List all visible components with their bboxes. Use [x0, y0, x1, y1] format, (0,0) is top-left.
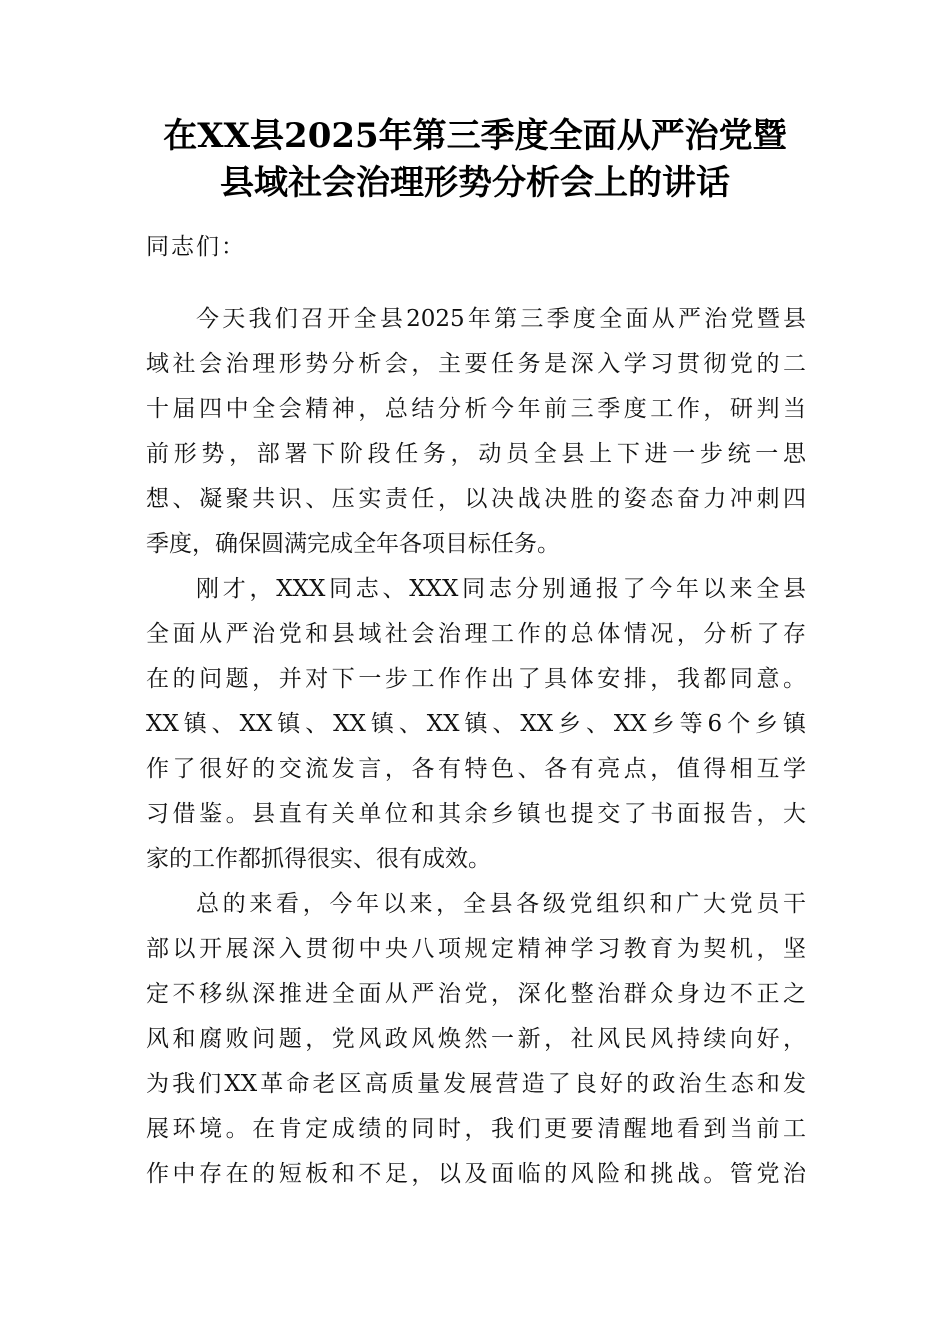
paragraph-line: 前形势，部署下阶段任务，动员全县上下进一步统一思 — [146, 441, 806, 467]
paragraph-line: 季度，确保圆满完成全年各项目标任务。 — [146, 531, 560, 557]
paragraph-line: 为我们XX革命老区高质量发展营造了良好的政治生态和发 — [146, 1071, 806, 1097]
paragraph-line: 今天我们召开全县2025年第三季度全面从严治党暨县 — [196, 306, 806, 332]
paragraph-line: 习借鉴。县直有关单位和其余乡镇也提交了书面报告，大 — [146, 801, 806, 827]
paragraph-line: 域社会治理形势分析会，主要任务是深入学习贯彻党的二 — [146, 351, 806, 377]
paragraph-line: 在的问题，并对下一步工作作出了具体安排，我都同意。 — [146, 666, 806, 692]
paragraph-line: 风和腐败问题，党风政风焕然一新，社风民风持续向好， — [146, 1026, 806, 1052]
paragraph-line: 全面从严治党和县域社会治理工作的总体情况，分析了存 — [146, 621, 806, 647]
salutation: 同志们： — [146, 234, 246, 260]
paragraph-line: 定不移纵深推进全面从严治党，深化整治群众身边不正之 — [146, 981, 806, 1007]
document-title-line1: 在XX县2025年第三季度全面从严治党暨 — [163, 116, 787, 156]
paragraph-line: 总的来看，今年以来，全县各级党组织和广大党员干 — [196, 891, 806, 917]
paragraph-line: 家的工作都抓得很实、很有成效。 — [146, 846, 491, 872]
paragraph-line: 部以开展深入贯彻中央八项规定精神学习教育为契机，坚 — [146, 936, 806, 962]
document-title-line2: 县域社会治理形势分析会上的讲话 — [220, 163, 730, 203]
paragraph-line: 作了很好的交流发言，各有特色、各有亮点，值得相互学 — [146, 756, 806, 782]
paragraph-line: 想、凝聚共识、压实责任，以决战决胜的姿态奋力冲刺四 — [146, 486, 806, 512]
paragraph-line: 刚才，XXX同志、XXX同志分别通报了今年以来全县 — [196, 576, 806, 602]
paragraph-line: 作中存在的短板和不足，以及面临的风险和挑战。管党治 — [146, 1161, 806, 1187]
paragraph-line: XX镇、XX镇、XX镇、XX镇、XX乡、XX乡等6个乡镇 — [146, 711, 806, 737]
paragraph-line: 展环境。在肯定成绩的同时，我们更要清醒地看到当前工 — [146, 1116, 806, 1142]
paragraph-line: 十届四中全会精神，总结分析今年前三季度工作，研判当 — [146, 396, 806, 422]
